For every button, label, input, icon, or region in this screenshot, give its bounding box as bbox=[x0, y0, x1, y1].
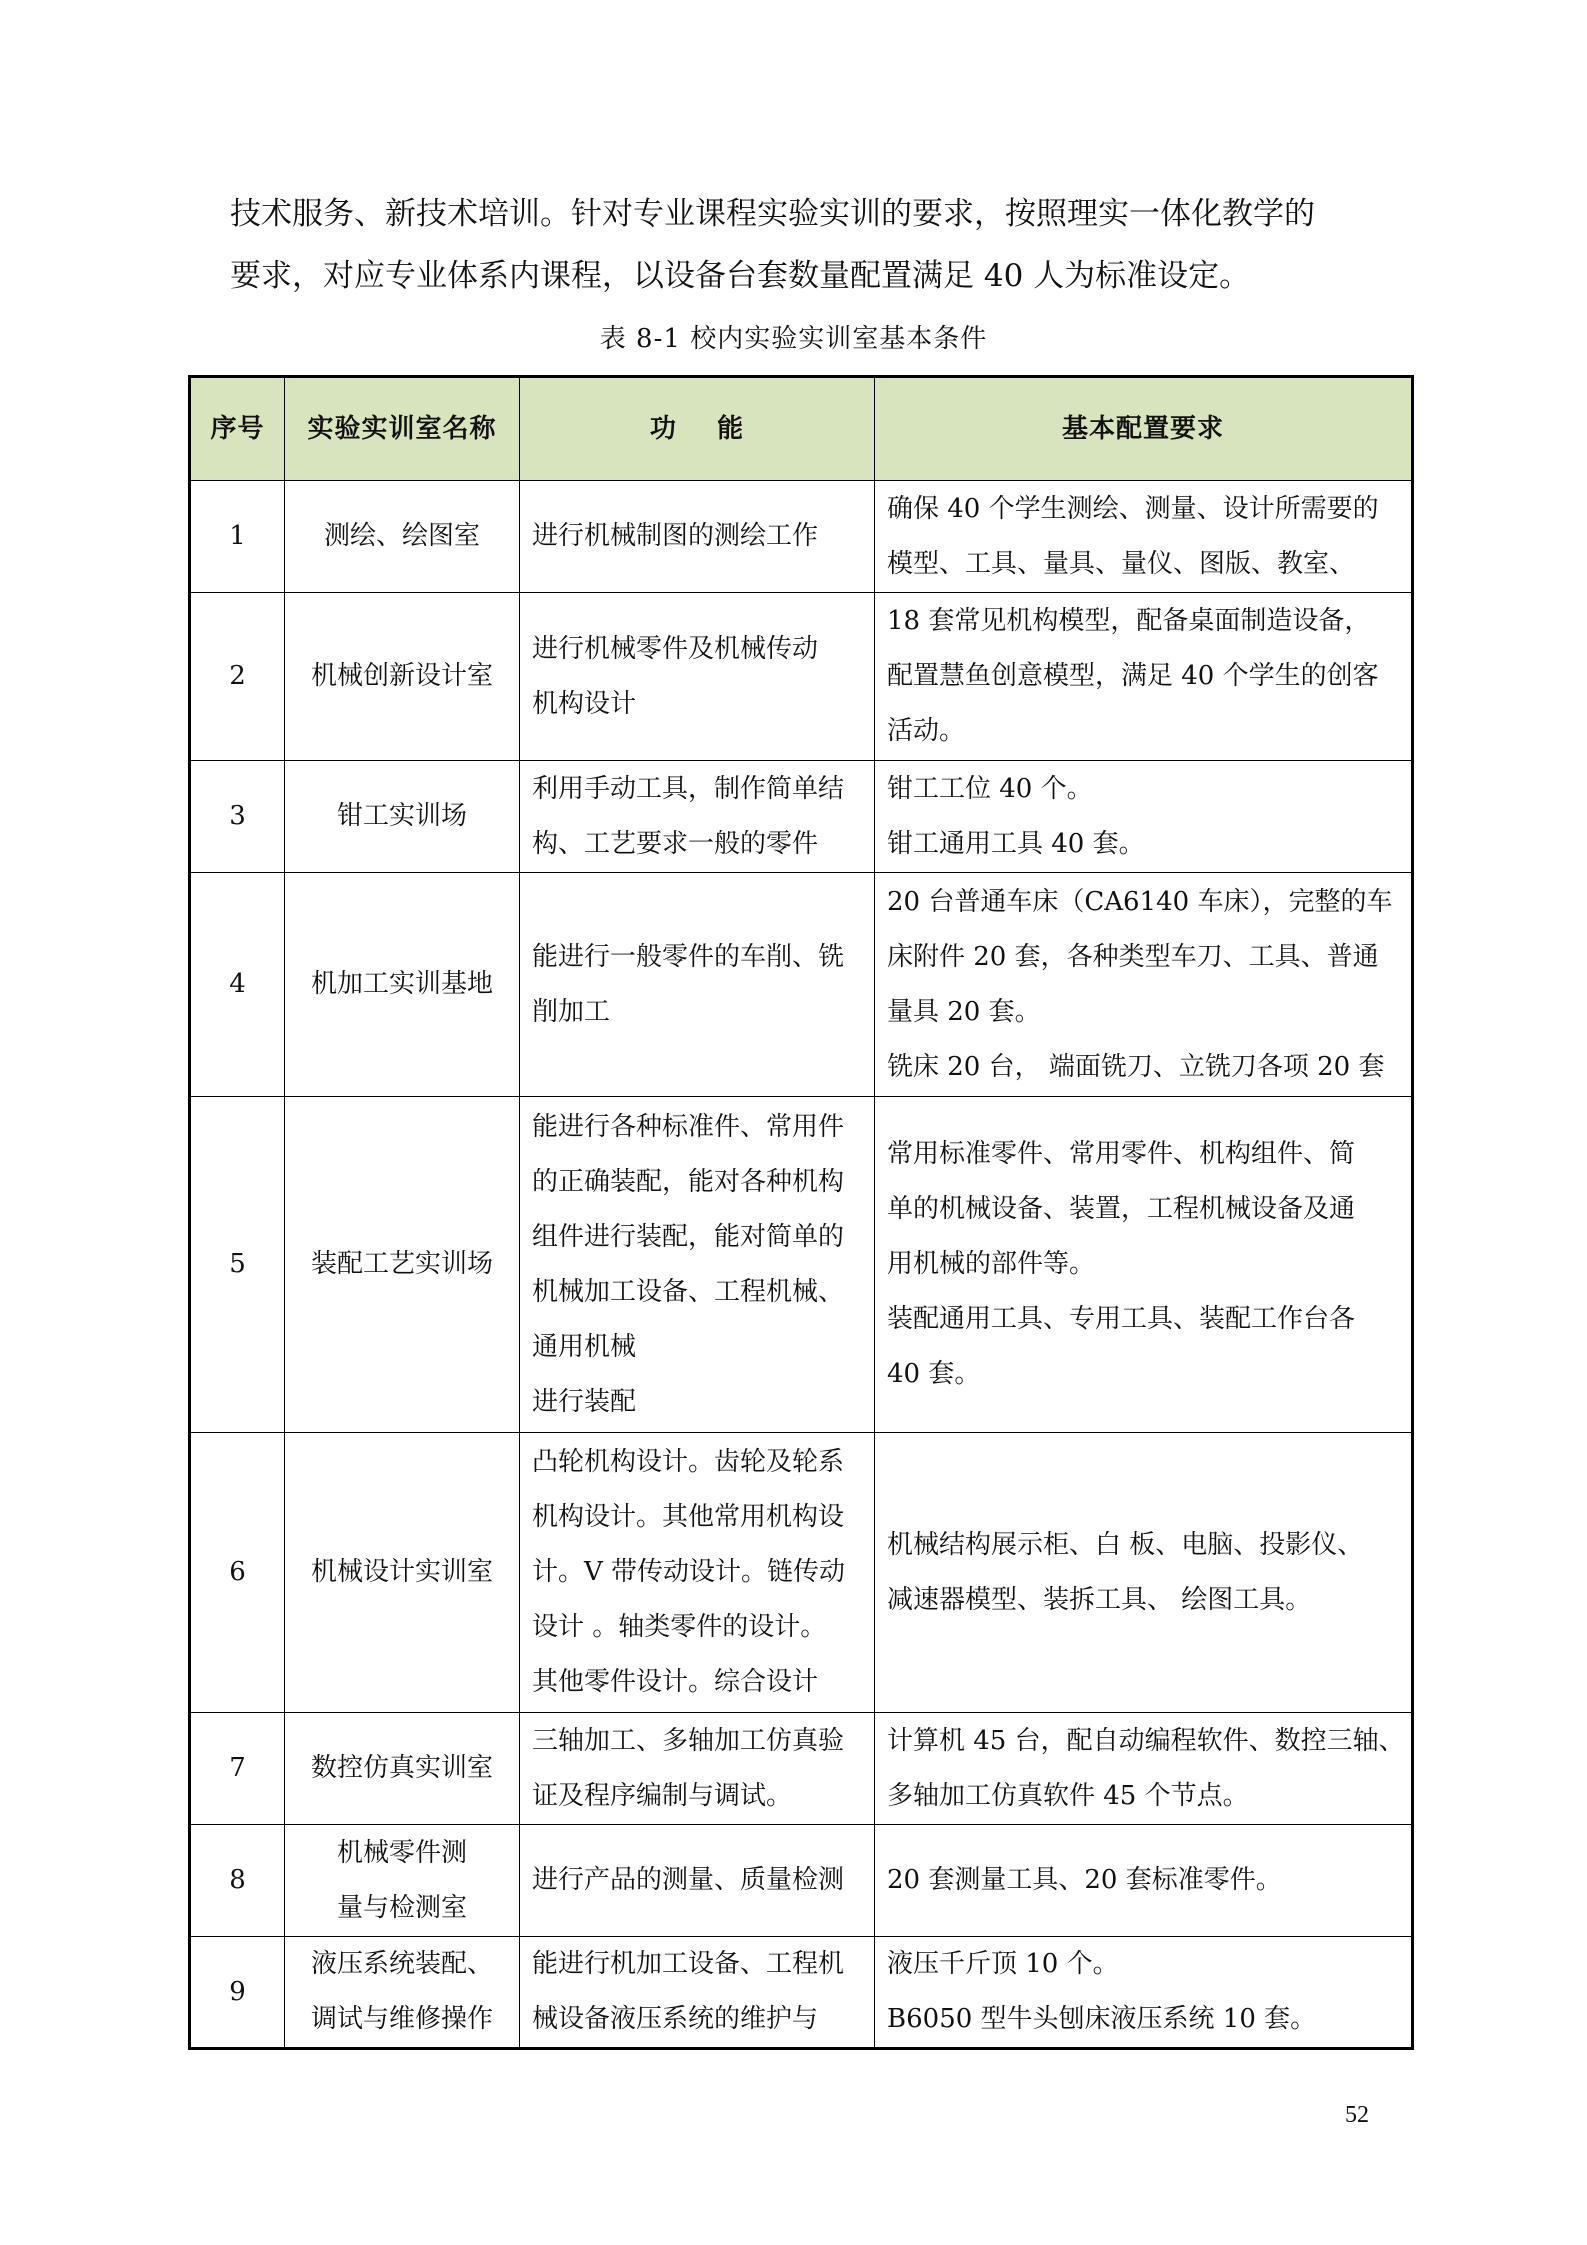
cell-text-line: 机械结构展示柜、白 板、电脑、投影仪、 bbox=[887, 1529, 1364, 1560]
cell-text-line: 机械创新设计室 bbox=[310, 661, 493, 691]
cell-text-line: 械设备液压系统的维护与 bbox=[532, 2004, 819, 2034]
cell-requirements bbox=[875, 761, 1413, 873]
cell-text-line: 机加工实训基地 bbox=[310, 969, 493, 999]
cell-no: 9 bbox=[190, 1937, 285, 2049]
cell-lab-name bbox=[285, 1097, 520, 1433]
cell-text-line: 调试与维修操作 bbox=[310, 2004, 493, 2034]
cell-function bbox=[520, 1937, 875, 2049]
cell-text-line: 减速器模型、装拆工具、 绘图工具。 bbox=[887, 1584, 1312, 1615]
cell-requirements bbox=[875, 1825, 1413, 1937]
intro-paragraph bbox=[230, 183, 1390, 307]
cell-text-line: 能进行机加工设备、工程机 bbox=[532, 1949, 845, 1979]
cell-text-line: 利用手动工具，制作简单结 bbox=[532, 773, 845, 804]
cell-lab-name bbox=[285, 1433, 520, 1713]
cell-requirements bbox=[875, 1097, 1413, 1433]
cell-text-line: 机构设计 bbox=[532, 688, 637, 719]
cell-lab-name bbox=[285, 1713, 520, 1825]
cell-function bbox=[520, 1825, 875, 1937]
table-row bbox=[190, 1713, 1413, 1825]
cell-lab-name bbox=[285, 593, 520, 761]
cell-no: 6 bbox=[190, 1433, 285, 1713]
cell-text-line: 进行机械制图的测绘工作 bbox=[532, 521, 819, 551]
cell-text-line: 组件进行装配，能对简单的 bbox=[532, 1221, 845, 1252]
cell-lab-name bbox=[285, 1937, 520, 2049]
cell-text-line: 进行机械零件及机械传动 bbox=[532, 633, 819, 664]
cell-text-line: 液压系统装配、 bbox=[310, 1949, 493, 1979]
cell-function bbox=[520, 593, 875, 761]
cell-text-line: 配置慧鱼创意模型，满足 40 个学生的创客 bbox=[887, 661, 1379, 691]
cell-text-line: 模型、工具、量具、量仪、图版、教室、 bbox=[887, 548, 1356, 579]
lab-conditions-table bbox=[188, 375, 1414, 2050]
header-function: 功 能 bbox=[520, 377, 875, 481]
cell-text-line: B6050 型牛头刨床液压系统 10 套。 bbox=[887, 2004, 1317, 2034]
cell-lab-name bbox=[285, 761, 520, 873]
cell-lab-name bbox=[285, 873, 520, 1097]
cell-function bbox=[520, 1713, 875, 1825]
header-name: 实验实训室名称 bbox=[285, 377, 520, 481]
cell-requirements bbox=[875, 873, 1413, 1097]
table-body bbox=[190, 481, 1413, 2049]
cell-text-line: 床附件 20 套，各种类型车刀、工具、普通 bbox=[887, 941, 1379, 972]
cell-text-line: 削加工 bbox=[532, 996, 611, 1027]
cell-text-line: 计算机 45 台，配自动编程软件、数控三轴、 bbox=[887, 1725, 1405, 1756]
cell-text-line: 用机械的部件等。 bbox=[887, 1249, 1096, 1279]
cell-function bbox=[520, 761, 875, 873]
cell-no: 4 bbox=[190, 873, 285, 1097]
cell-no: 1 bbox=[190, 481, 285, 593]
cell-text-line: 量与检测室 bbox=[336, 1892, 467, 1923]
cell-text-line: 构、工艺要求一般的零件 bbox=[532, 828, 819, 859]
table-row bbox=[190, 1937, 1413, 2049]
cell-no: 7 bbox=[190, 1713, 285, 1825]
table-row bbox=[190, 1433, 1413, 1713]
table-header-row bbox=[190, 377, 1413, 481]
cell-text-line: 20 套测量工具、20 套标准零件。 bbox=[887, 1865, 1282, 1895]
cell-text-line: 证及程序编制与调试。 bbox=[532, 1780, 793, 1811]
intro-line: 技术服务、新技术培训。针对专业课程实验实训的要求，按照理实一体化教学的 bbox=[230, 196, 1315, 232]
cell-no: 8 bbox=[190, 1825, 285, 1937]
cell-text-line: 通用机械 bbox=[532, 1331, 637, 1362]
cell-function bbox=[520, 1097, 875, 1433]
cell-text-line: 其他零件设计。综合设计 bbox=[532, 1667, 819, 1697]
cell-no: 3 bbox=[190, 761, 285, 873]
cell-lab-name bbox=[285, 481, 520, 593]
page-number: 52 bbox=[1345, 2102, 1369, 2128]
cell-requirements bbox=[875, 1937, 1413, 2049]
cell-text-line: 的正确装配，能对各种机构 bbox=[532, 1166, 845, 1197]
cell-text-line: 凸轮机构设计。齿轮及轮系 bbox=[532, 1447, 845, 1477]
cell-text-line: 装配通用工具、专用工具、装配工作台各 bbox=[887, 1304, 1356, 1334]
cell-text-line: 18 套常见机构模型，配备桌面制造设备， bbox=[887, 606, 1371, 636]
cell-requirements bbox=[875, 1433, 1413, 1713]
cell-text-line: 计。V 带传动设计。链传动 bbox=[532, 1557, 846, 1587]
table-row bbox=[190, 481, 1413, 593]
cell-text-line: 单的机械设备、装置，工程机械设备及通 bbox=[887, 1194, 1356, 1224]
table-row bbox=[190, 1097, 1413, 1433]
cell-text-line: 铣床 20 台， 端面铣刀、立铣刀各项 20 套 bbox=[887, 1051, 1385, 1082]
cell-text-line: 液压千斤顶 10 个。 bbox=[887, 1949, 1119, 1979]
cell-text-line: 钳工工位 40 个。 bbox=[887, 773, 1093, 804]
header-requirements: 基本配置要求 bbox=[875, 377, 1413, 481]
cell-text-line: 装配工艺实训场 bbox=[310, 1249, 493, 1279]
cell-text-line: 进行装配 bbox=[532, 1386, 637, 1417]
cell-text-line: 钳工通用工具 40 套。 bbox=[887, 828, 1145, 859]
cell-text-line: 机械加工设备、工程机械、 bbox=[532, 1276, 845, 1307]
cell-text-line: 三轴加工、多轴加工仿真验 bbox=[532, 1725, 845, 1756]
table-row bbox=[190, 593, 1413, 761]
table-caption: 表 8-1 校内实验实训室基本条件 bbox=[599, 324, 988, 354]
cell-text-line: 量具 20 套。 bbox=[887, 996, 1041, 1027]
cell-no: 2 bbox=[190, 593, 285, 761]
intro-line: 要求，对应专业体系内课程，以设备台套数量配置满足 40 人为标准设定。 bbox=[230, 258, 1251, 294]
cell-function bbox=[520, 481, 875, 593]
table-row bbox=[190, 1825, 1413, 1937]
cell-function bbox=[520, 1433, 875, 1713]
cell-no: 5 bbox=[190, 1097, 285, 1433]
cell-text-line: 活动。 bbox=[887, 716, 966, 746]
cell-text-line: 机械设计实训室 bbox=[310, 1557, 493, 1587]
cell-text-line: 机构设计。其他常用机构设 bbox=[532, 1502, 845, 1532]
cell-text-line: 进行产品的测量、质量检测 bbox=[532, 1865, 845, 1895]
cell-text-line: 数控仿真实训室 bbox=[310, 1753, 493, 1783]
cell-requirements bbox=[875, 593, 1413, 761]
table-row bbox=[190, 761, 1413, 873]
cell-text-line: 常用标准零件、常用零件、机构组件、简 bbox=[887, 1139, 1356, 1169]
cell-text-line: 钳工实训场 bbox=[336, 801, 467, 831]
cell-function bbox=[520, 873, 875, 1097]
cell-text-line: 能进行一般零件的车削、铣 bbox=[532, 941, 845, 972]
cell-requirements bbox=[875, 481, 1413, 593]
cell-text-line: 设计 。轴类零件的设计。 bbox=[532, 1612, 827, 1642]
cell-text-line: 能进行各种标准件、常用件 bbox=[532, 1111, 845, 1142]
header-no: 序号 bbox=[190, 377, 285, 481]
cell-text-line: 机械零件测 bbox=[336, 1837, 467, 1868]
cell-text-line: 40 套。 bbox=[887, 1359, 981, 1389]
cell-text-line: 20 台普通车床（CA6140 车床），完整的车 bbox=[887, 886, 1393, 917]
table-row bbox=[190, 873, 1413, 1097]
cell-text-line: 多轴加工仿真软件 45 个节点。 bbox=[887, 1780, 1249, 1811]
cell-requirements bbox=[875, 1713, 1413, 1825]
cell-text-line: 确保 40 个学生测绘、测量、设计所需要的 bbox=[887, 493, 1379, 524]
cell-text-line: 测绘、绘图室 bbox=[323, 521, 480, 551]
cell-lab-name bbox=[285, 1825, 520, 1937]
